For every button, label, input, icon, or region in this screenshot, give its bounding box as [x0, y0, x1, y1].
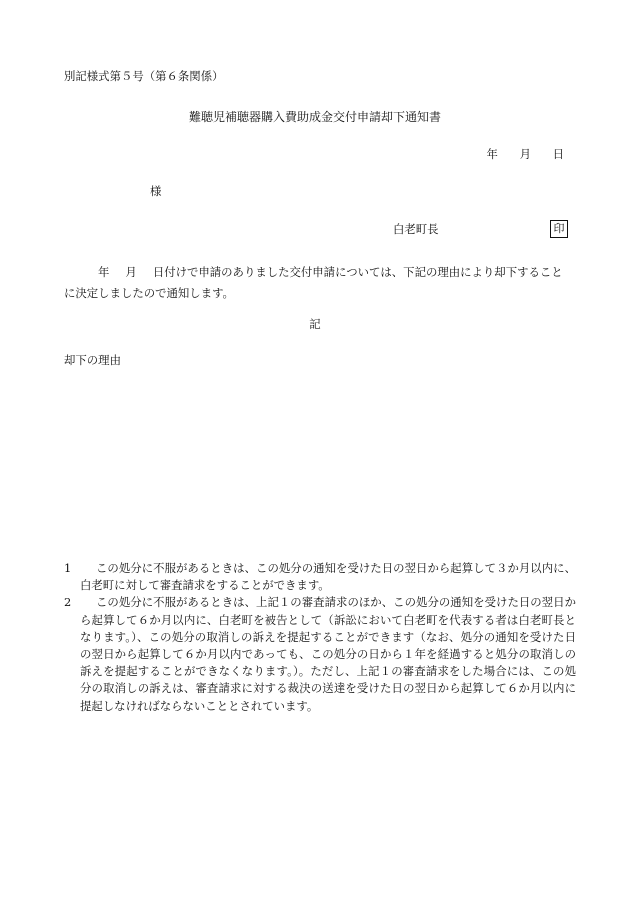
document-title: 難聴児補聴器購入費助成金交付申請却下通知書 — [188, 110, 441, 124]
notice-body — [64, 262, 567, 304]
note-number: 2 — [64, 595, 72, 610]
date-day-label: 日 — [552, 147, 564, 161]
note-item — [64, 594, 576, 714]
date-line — [487, 149, 564, 160]
form-number: 別記様式第５号（第６条関係） — [64, 69, 224, 83]
note-text: この処分に不服があるときは、上記１の審査請求のほか、この処分の通知を受けた日の翌日から起算して６か月以内に、白老町を被告として（訴訟において白老町を代表する者は白老町長となります。）、この処分の取消しの訴えを提起することができます（なお、処分の通知を受けた日の翌日から起算して６か月以内であっても、この処分の日から１年を経過すると処分の取消しの訴えを提起することができなくなります。）。ただし、上記１の審査請求をした場合には、この処分の取消しの訴えは、審査請求に対する裁決の送達を受けた日の翌日から起算して６か月以内に提起しなければならないこととされています。 — [80, 595, 576, 713]
addressee-honorific: 様 — [150, 184, 162, 198]
body-text: 日付けで申請のありました交付申請については、下記の理由により却下することに決定しましたので通知します。 — [64, 265, 563, 300]
notes-list — [64, 560, 576, 715]
note-item — [64, 560, 576, 594]
note-number: 1 — [64, 561, 72, 575]
ki-heading: 記 — [309, 317, 321, 331]
seal-mark: 印 — [550, 220, 568, 238]
date-year-label: 年 — [486, 147, 498, 161]
note-text: この処分に不服があるときは、この処分の通知を受けた日の翌日から起算して３か月以内に、白老町に対して審査請求をすることができます。 — [80, 561, 576, 593]
date-month-label: 月 — [519, 147, 531, 161]
body-month-label: 月 — [125, 265, 137, 279]
sender-name: 白老町長 — [393, 222, 439, 236]
body-year-label: 年 — [98, 265, 110, 279]
reason-label: 却下の理由 — [64, 353, 121, 367]
